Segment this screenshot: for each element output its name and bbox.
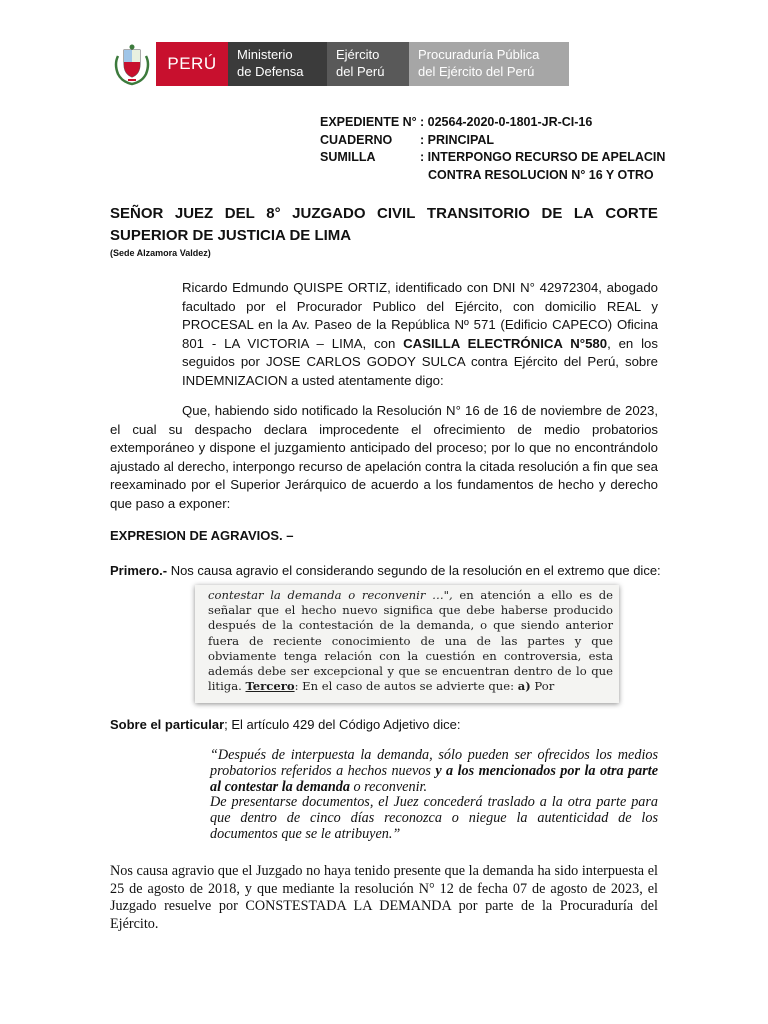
quote-bold: y a los mencionados por la otra parte al contestar la demanda [210,762,658,795]
agravios-heading: EXPRESION DE AGRAVIOS. – [110,528,294,543]
title-word: SEÑOR [110,205,164,222]
intro-casilla: CASILLA ELECTRÓNICA N°580 [403,335,608,351]
case-data-block [320,114,665,184]
title-word: DEL [224,205,255,222]
title-word: CORTE [605,205,658,222]
intro-paragraph [182,279,658,391]
particular-label: Sobre el particular [110,717,225,732]
cuaderno-value: : PRINCIPAL [420,132,495,147]
addressee-title-line-2: SUPERIOR DE JUSTICIA DE LIMA [110,227,352,244]
scan-text-1: en atención a ello es de señalar que el hecho nuevo significa que debe haberse producido después de la contestación de la demanda, o que siendo anterior fuera de reciente conocimiento de una de las partes y que obviamente tenga relación con la cuestión en controversia, esta además debe ser excepcional y que se encuentran dentro de lo que litiga. [208,588,614,694]
primero-label: Primero.- [110,563,168,578]
scan-bold-a: a) [517,679,531,694]
sumilla-row-2 [320,167,665,185]
procuraduria-line-2: del Ejército del Perú [418,64,535,79]
quote-text-2: o reconvenir. [349,778,428,795]
scanned-excerpt-text [195,585,619,694]
sumilla-row [320,149,665,167]
title-word: 8° [266,205,281,222]
ministry-box [228,42,327,86]
title-word: CIVIL [377,205,416,222]
expediente-value: : 02564-2020-0-1801-JR-CI-16 [420,115,593,129]
final-paragraph: Nos causa agravio que el Juzgado no haya tenido presente que la demanda ha sido interpuesta el 25 de agosto de 2018, y que mediante la resolución N° 12 de fecha 07 de agosto de 2023, el Juzgado resuelve por CONSTESTADA LA DEMANDA por parte de la Procuraduría del Ejército. [110,863,658,932]
procuraduria-line-1: Procuraduría Pública [418,47,540,62]
scan-text-2: : En el caso de autos se advierte que: [294,679,518,694]
army-line-2: del Perú [336,64,385,79]
title-word: LA [573,205,594,222]
title-word: TRANSITORIO [426,205,530,222]
body-paragraph: Que, habiendo sido notificado la Resolución N° 16 de 16 de noviembre de 2023, el cual su despacho declara improcedente el ofrecimiento de medio probatorios extemporáneo y dispone el juzgamiento anticipado del proceso; por lo que no encontrándolo ajustado al derecho, interpongo recurso de apelación contra la citada resolución a fin que sea reexaminado por el Superior Jerárquico de acuerdo a los fundamentos de hecho y derecho que paso a exponer: [110,403,658,511]
quote-text-1: “Después de interpuesta la demanda, sólo pueden ser ofrecidos los medios probatorios referidos a hechos nuevos [210,747,658,779]
country-label: PERÚ [156,42,228,86]
intro-text-2: , en los seguidos por JOSE CARLOS GODOY SULCA contra Ejército del Perú, sobre INDEMNIZACION a usted atentamente digo: [182,335,658,388]
quote-paragraph-2: De presentarse documentos, el Juez concederá traslado a la otra parte para que dentro de cinco días reconozca o niegue la autenticidad de los documentos que se le atribuyen.” [210,794,658,842]
intro-text-1: Ricardo Edmundo QUISPE ORTIZ, identificado con DNI N° 42972304, abogado facultado por el Procurador Publico del Ejército, con domicilio REAL y PROCESAL en la Av. Paseo de la República Nº 571 (Edificio CAPECO) Oficina 801 - LA VICTORIA – LIMA, con [182,280,658,351]
primero-text: Nos causa agravio el considerando segundo de la resolución en el extremo que dice: [167,563,661,578]
title-word: DE [541,205,563,222]
scan-italic-start: contestar la demanda o reconvenir …", [208,588,453,602]
institutional-header [110,42,569,86]
scanned-excerpt-image [195,585,619,703]
particular-line [110,717,460,732]
scan-text-3: Por [530,679,555,694]
court-seat: (Sede Alzamora Valdez) [110,248,211,258]
addressee-title-line-1 [110,203,658,225]
cuaderno-label: CUADERNO [320,132,393,147]
scan-tercero: Tercero [245,679,295,694]
expediente-row [320,114,665,132]
expediente-label: EXPEDIENTE N° [320,115,417,129]
sumilla-value: : INTERPONGO RECURSO DE APELACIN [420,150,666,164]
ministry-line-1: Ministerio [237,47,293,62]
quote-paragraph-1 [210,748,658,795]
addressee-title [110,203,658,247]
sumilla-value-2: CONTRA RESOLUCION N° 16 Y OTRO [428,167,654,182]
cuaderno-row [320,132,665,150]
peru-coat-of-arms-icon [110,42,154,86]
army-line-1: Ejército [336,47,380,62]
title-word: JUZGADO [292,205,366,222]
sumilla-label: SUMILLA [320,150,376,164]
army-box [327,42,409,86]
primero-line [110,563,661,578]
title-word: JUEZ [174,205,214,222]
particular-text: ; El artículo 429 del Código Adjetivo dice: [224,717,461,732]
article-quote [210,748,658,843]
ministry-line-2: de Defensa [237,64,304,79]
procuraduria-box [409,42,569,86]
